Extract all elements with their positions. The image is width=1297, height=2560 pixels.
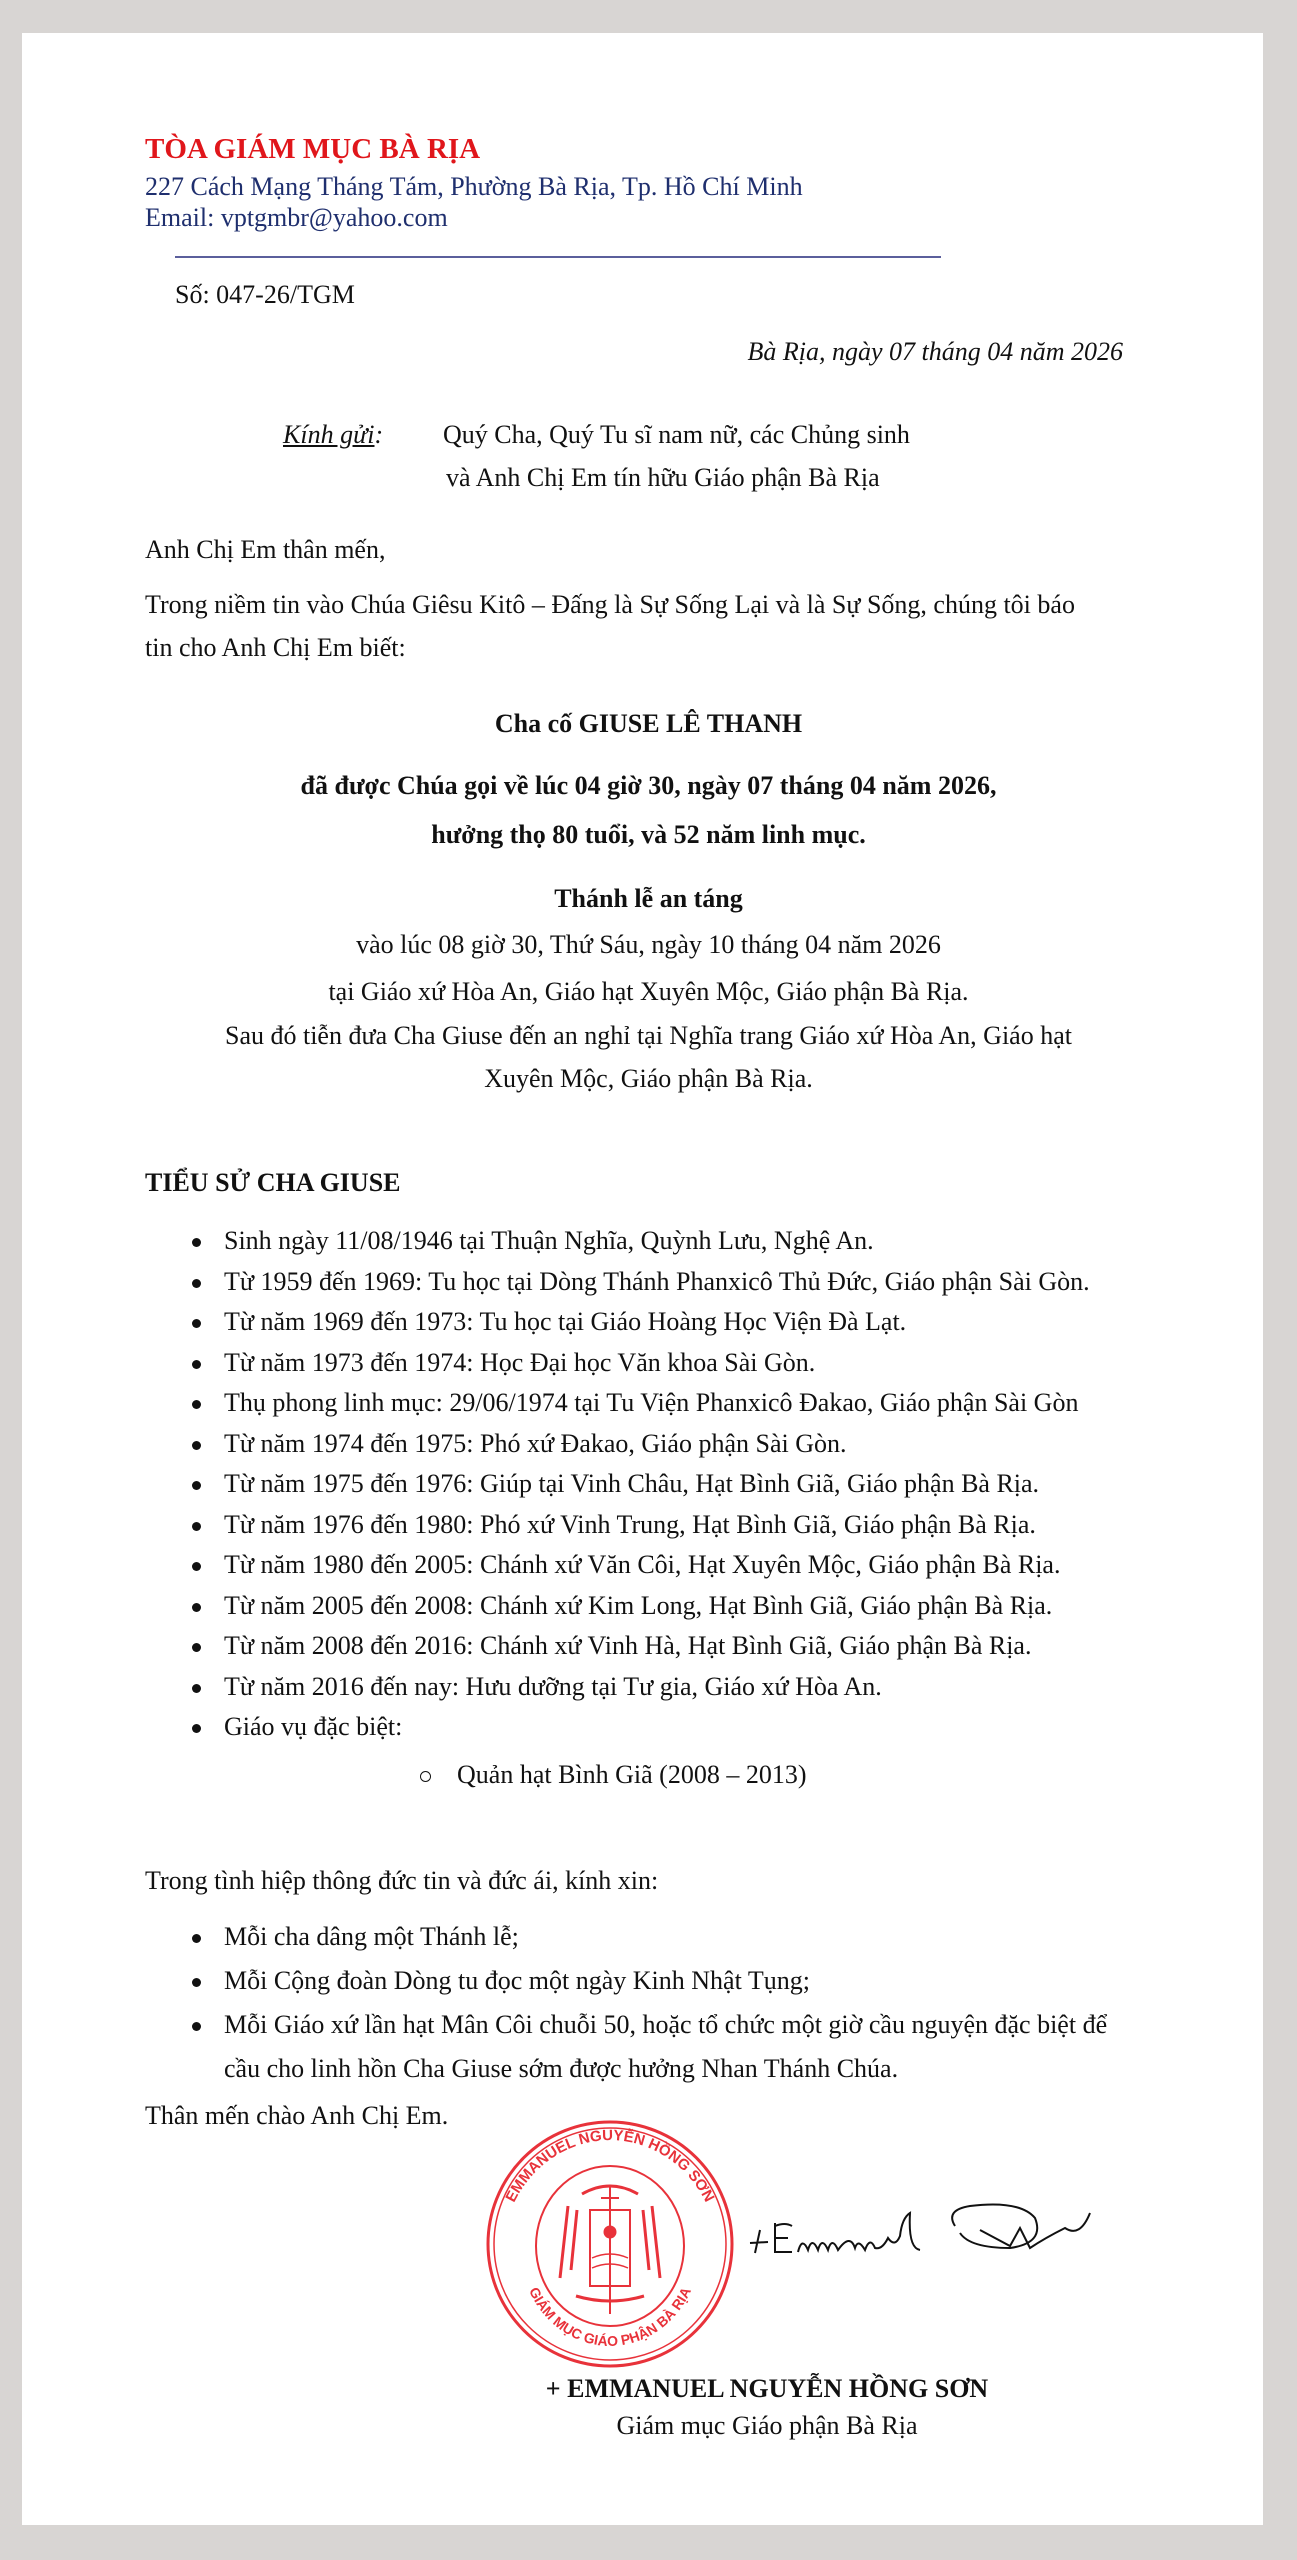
biography-title: TIỂU SỬ CHA GIUSE: [145, 1168, 401, 1197]
request-intro: Trong tình hiệp thông đức tin và đức ái, kính xin:: [145, 1866, 659, 1895]
deceased-name: Cha cố GIUSE LÊ THANH: [494, 709, 803, 738]
header-divider: [175, 256, 941, 258]
handwritten-signature: [750, 2205, 1090, 2254]
biography-item: Từ năm 1973 đến 1974: Học Đại học Văn khoa Sài Gòn.: [224, 1347, 816, 1377]
bullet-icon: [192, 1360, 201, 1369]
bullet-icon: [192, 1238, 201, 1247]
bullet-icon: [192, 2022, 201, 2031]
org-title: TÒA GIÁM MỤC BÀ RỊA: [145, 133, 481, 165]
biography-item: Từ năm 2005 đến 2008: Chánh xứ Kim Long, Hạt Bình Giã, Giáo phận Bà Rịa.: [224, 1590, 1053, 1620]
intro-line2: tin cho Anh Chị Em biết:: [145, 633, 406, 662]
seal-bottom-text: GIÁM MỤC GIÁO PHẬN BÀ RỊA: [526, 2284, 694, 2350]
bullet-icon: [192, 1319, 201, 1328]
biography-item: Từ năm 1975 đến 1976: Giúp tại Vinh Châu, Hạt Bình Giã, Giáo phận Bà Rịa.: [224, 1469, 1040, 1498]
biography-item: Giáo vụ đặc biệt:: [224, 1712, 403, 1741]
funeral-line2: tại Giáo xứ Hòa An, Giáo hạt Xuyên Mộc, Giáo phận Bà Rịa.: [328, 977, 969, 1006]
biography-item: Từ năm 1976 đến 1980: Phó xứ Vinh Trung, Hạt Bình Giã, Giáo phận Bà Rịa.: [224, 1509, 1036, 1539]
funeral-line1: vào lúc 08 giờ 30, Thứ Sáu, ngày 10 tháng 04 năm 2026: [356, 930, 941, 959]
bullet-icon: [192, 1400, 201, 1409]
bullet-icon: [192, 1684, 201, 1693]
org-email: Email: vptgmbr@yahoo.com: [145, 203, 448, 232]
intro-line1: Trong niềm tin vào Chúa Giêsu Kitô – Đấng là Sự Sống Lại và là Sự Sống, chúng tôi báo: [145, 590, 1075, 619]
recipients-colon: :: [374, 420, 384, 449]
seal-stamp: [488, 2122, 732, 2366]
biography-sub-item: Quản hạt Bình Giã (2008 – 2013): [457, 1760, 807, 1789]
bullet-icon: [192, 1481, 201, 1490]
biography-item: Từ năm 1974 đến 1975: Phó xứ Đakao, Giáo phận Sài Gòn.: [224, 1428, 847, 1458]
bullet-icon: [192, 1522, 201, 1531]
announcement-line2: hưởng thọ 80 tuổi, và 52 năm linh mục.: [431, 820, 866, 849]
bullet-icon: [192, 1441, 201, 1450]
funeral-title: Thánh lễ an táng: [554, 884, 743, 913]
signatory-title: Giám mục Giáo phận Bà Rịa: [616, 2411, 918, 2440]
request-item-3-cont: cầu cho linh hồn Cha Giuse sớm được hưởng Nhan Thánh Chúa.: [224, 2054, 899, 2083]
biography-item: Từ năm 1969 đến 1973: Tu học tại Giáo Hoàng Học Viện Đà Lạt.: [224, 1307, 907, 1336]
recipients-line1: Quý Cha, Quý Tu sĩ nam nữ, các Chủng sinh: [443, 420, 910, 449]
bullet-icon: [192, 1562, 201, 1571]
bullet-icon: [192, 1279, 201, 1288]
date-line: Bà Rịa, ngày 07 tháng 04 năm 2026: [747, 337, 1123, 366]
bullet-icon: [192, 1643, 201, 1652]
doc-number: Số: 047-26/TGM: [175, 280, 355, 309]
bullet-icon: [192, 1603, 201, 1612]
closing: Thân mến chào Anh Chị Em.: [145, 2101, 449, 2130]
seal-top-text: EMMANUEL NGUYỄN HỒNG SƠN: [502, 2127, 718, 2205]
biography-item: Từ năm 2008 đến 2016: Chánh xứ Vinh Hà, Hạt Bình Giã, Giáo phận Bà Rịa.: [224, 1631, 1032, 1660]
bullet-icon: [192, 1978, 201, 1987]
request-item: Mỗi cha dâng một Thánh lễ;: [224, 1922, 519, 1951]
org-address: 227 Cách Mạng Tháng Tám, Phường Bà Rịa, Tp. Hồ Chí Minh: [145, 172, 803, 201]
announcement-line1: đã được Chúa gọi về lúc 04 giờ 30, ngày 07 tháng 04 năm 2026,: [300, 771, 997, 800]
biography-item: Sinh ngày 11/08/1946 tại Thuận Nghĩa, Quỳnh Lưu, Nghệ An.: [224, 1226, 874, 1255]
biography-item: Từ năm 2016 đến nay: Hưu dưỡng tại Tư gia, Giáo xứ Hòa An.: [224, 1671, 882, 1701]
recipients-line2: và Anh Chị Em tín hữu Giáo phận Bà Rịa: [446, 463, 880, 492]
funeral-line3: Sau đó tiễn đưa Cha Giuse đến an nghỉ tại Nghĩa trang Giáo xứ Hòa An, Giáo hạt: [224, 1021, 1072, 1050]
signatory-name: + EMMANUEL NGUYỄN HỒNG SƠN: [545, 2374, 989, 2403]
funeral-line4: Xuyên Mộc, Giáo phận Bà Rịa.: [484, 1064, 813, 1093]
request-item: Mỗi Cộng đoàn Dòng tu đọc một ngày Kinh Nhật Tụng;: [224, 1966, 810, 1995]
bullet-icon: [192, 1934, 201, 1943]
seal-and-signature: [480, 2118, 1100, 2370]
request-item: Mỗi Giáo xứ lần hạt Mân Côi chuỗi 50, hoặc tổ chức một giờ cầu nguyện đặc biệt để: [224, 2010, 1108, 2039]
sub-bullet-icon: [420, 1771, 431, 1782]
recipients-label: [283, 420, 383, 450]
biography-item: Thụ phong linh mục: 29/06/1974 tại Tu Viện Phanxicô Đakao, Giáo phận Sài Gòn: [224, 1388, 1079, 1417]
biography-item: Từ năm 1980 đến 2005: Chánh xứ Văn Côi, Hạt Xuyên Mộc, Giáo phận Bà Rịa.: [224, 1550, 1061, 1579]
greeting: Anh Chị Em thân mến,: [145, 535, 386, 564]
recipients-label-text: Kính gửi: [283, 420, 375, 449]
biography-item: Từ 1959 đến 1969: Tu học tại Dòng Thánh Phanxicô Thủ Đức, Giáo phận Sài Gòn.: [224, 1266, 1090, 1296]
bullet-icon: [192, 1724, 201, 1733]
